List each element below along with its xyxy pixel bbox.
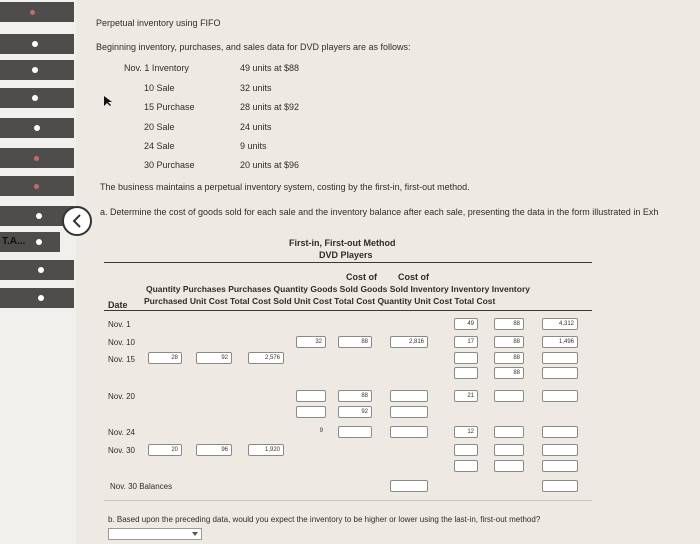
divider [104,310,592,311]
incomplete-icon [30,10,35,15]
sidebar-item[interactable] [0,288,74,308]
ta-label: T.A... [2,236,26,247]
date-cell: Nov. 30 [108,446,135,455]
transaction-detail: 20 units at $96 [240,160,300,170]
input-field[interactable] [542,460,578,472]
input-field[interactable] [542,390,578,402]
date-cell: Nov. 24 [108,428,135,437]
dot-icon [32,95,38,101]
input-field[interactable] [494,426,524,438]
part-b-text: b. Based upon the preceding data, would you expect the inventory to be higher or lower using the last-in, first-out method? [108,515,541,524]
chevron-left-icon [71,214,83,228]
transaction-detail: 24 units [240,122,272,132]
input-field[interactable] [542,352,578,364]
transaction-date: 15 Purchase [144,102,195,112]
transaction-date: 20 Sale [144,122,175,132]
input-field[interactable]: 88 [494,336,524,348]
sidebar [0,0,76,544]
table-title: First-in, First-out Method [289,238,396,248]
dot-icon [34,125,40,131]
header-date: Date [108,300,128,310]
input-field[interactable]: 88 [494,318,524,330]
dot-icon [36,213,42,219]
input-field[interactable] [296,406,326,418]
input-field[interactable] [542,444,578,456]
input-field[interactable]: 88 [494,352,524,364]
divider [104,262,592,263]
input-field[interactable] [494,460,524,472]
input-field[interactable]: 88 [338,336,372,348]
input-field[interactable] [338,426,372,438]
input-field[interactable] [296,390,326,402]
input-field[interactable] [454,367,478,379]
input-field[interactable] [542,367,578,379]
date-cell: Nov. 30 Balances [110,482,173,491]
input-field[interactable] [454,352,478,364]
input-field[interactable] [390,426,428,438]
part-a-text: a. Determine the cost of goods sold for each sale and the inventory balance after each sale, presenting the data in the form illustrated in Exh [100,207,659,217]
back-button[interactable] [62,206,92,236]
page-title: Perpetual inventory using FIFO [96,18,221,28]
header-cogs1: Cost of [346,272,377,282]
sidebar-item[interactable] [0,88,74,108]
input-field[interactable]: 1,496 [542,336,578,348]
dot-icon [32,67,38,73]
date-cell: Nov. 1 [108,320,131,329]
input-field[interactable] [494,444,524,456]
input-field[interactable] [390,406,428,418]
transaction-date: Nov. 1 Inventory [124,63,189,73]
input-field[interactable]: 32 [296,336,326,348]
date-cell: Nov. 20 [108,392,135,401]
value-cell: 9 [319,428,323,434]
input-field[interactable]: 2,576 [248,352,284,364]
header-cogs2: Cost of [398,272,429,282]
input-field[interactable]: 96 [196,444,232,456]
input-field[interactable]: 49 [454,318,478,330]
business-note: The business maintains a perpetual inventory system, costing by the first-in, first-out method. [100,182,470,192]
input-field[interactable] [390,480,428,492]
transaction-date: 30 Purchase [144,160,195,170]
transaction-detail: 28 units at $92 [240,102,300,112]
dot-icon [38,267,44,273]
transaction-date: 24 Sale [144,141,175,151]
transaction-detail: 49 units at $88 [240,63,300,73]
transaction-detail: 9 units [240,141,267,151]
sidebar-item[interactable] [0,176,74,196]
input-field[interactable] [494,390,524,402]
input-field[interactable]: 12 [454,426,478,438]
input-field[interactable]: 92 [196,352,232,364]
sidebar-item[interactable] [0,148,74,168]
input-field[interactable]: 20 [148,444,182,456]
input-field[interactable]: 88 [338,390,372,402]
intro-text: Beginning inventory, purchases, and sales data for DVD players are as follows: [96,42,411,52]
transaction-detail: 32 units [240,83,272,93]
input-field[interactable]: 28 [148,352,182,364]
input-field[interactable] [542,480,578,492]
input-field[interactable] [454,460,478,472]
sidebar-item[interactable] [0,60,74,80]
chevron-down-icon [192,532,198,536]
sidebar-item[interactable] [0,2,74,22]
sidebar-item[interactable] [0,260,74,280]
input-field[interactable]: 2,816 [390,336,428,348]
dot-icon [36,239,42,245]
input-field[interactable]: 92 [338,406,372,418]
dot-icon [38,295,44,301]
incomplete-icon [34,156,39,161]
sidebar-item[interactable] [0,118,74,138]
input-field[interactable] [454,444,478,456]
header-row3: Purchased Unit Cost Total Cost Sold Unit Cost Total Cost Quantity Unit Cost Total Cost [144,296,496,306]
table-subtitle: DVD Players [319,250,373,260]
input-field[interactable]: 88 [494,367,524,379]
input-field[interactable] [542,426,578,438]
sidebar-item[interactable] [0,34,74,54]
input-field[interactable] [390,390,428,402]
answer-dropdown[interactable] [108,528,202,540]
dot-icon [32,41,38,47]
header-row2: Quantity Purchases Purchases Quantity Goods Sold Goods Sold Inventory Inventory Inventory [146,284,530,294]
input-field[interactable]: 4,312 [542,318,578,330]
mouse-cursor-icon [103,95,113,107]
input-field[interactable]: 17 [454,336,478,348]
input-field[interactable]: 1,920 [248,444,284,456]
transaction-date: 10 Sale [144,83,175,93]
incomplete-icon [34,184,39,189]
divider [104,500,592,501]
input-field[interactable]: 21 [454,390,478,402]
date-cell: Nov. 10 [108,338,135,347]
date-cell: Nov. 15 [108,355,135,364]
